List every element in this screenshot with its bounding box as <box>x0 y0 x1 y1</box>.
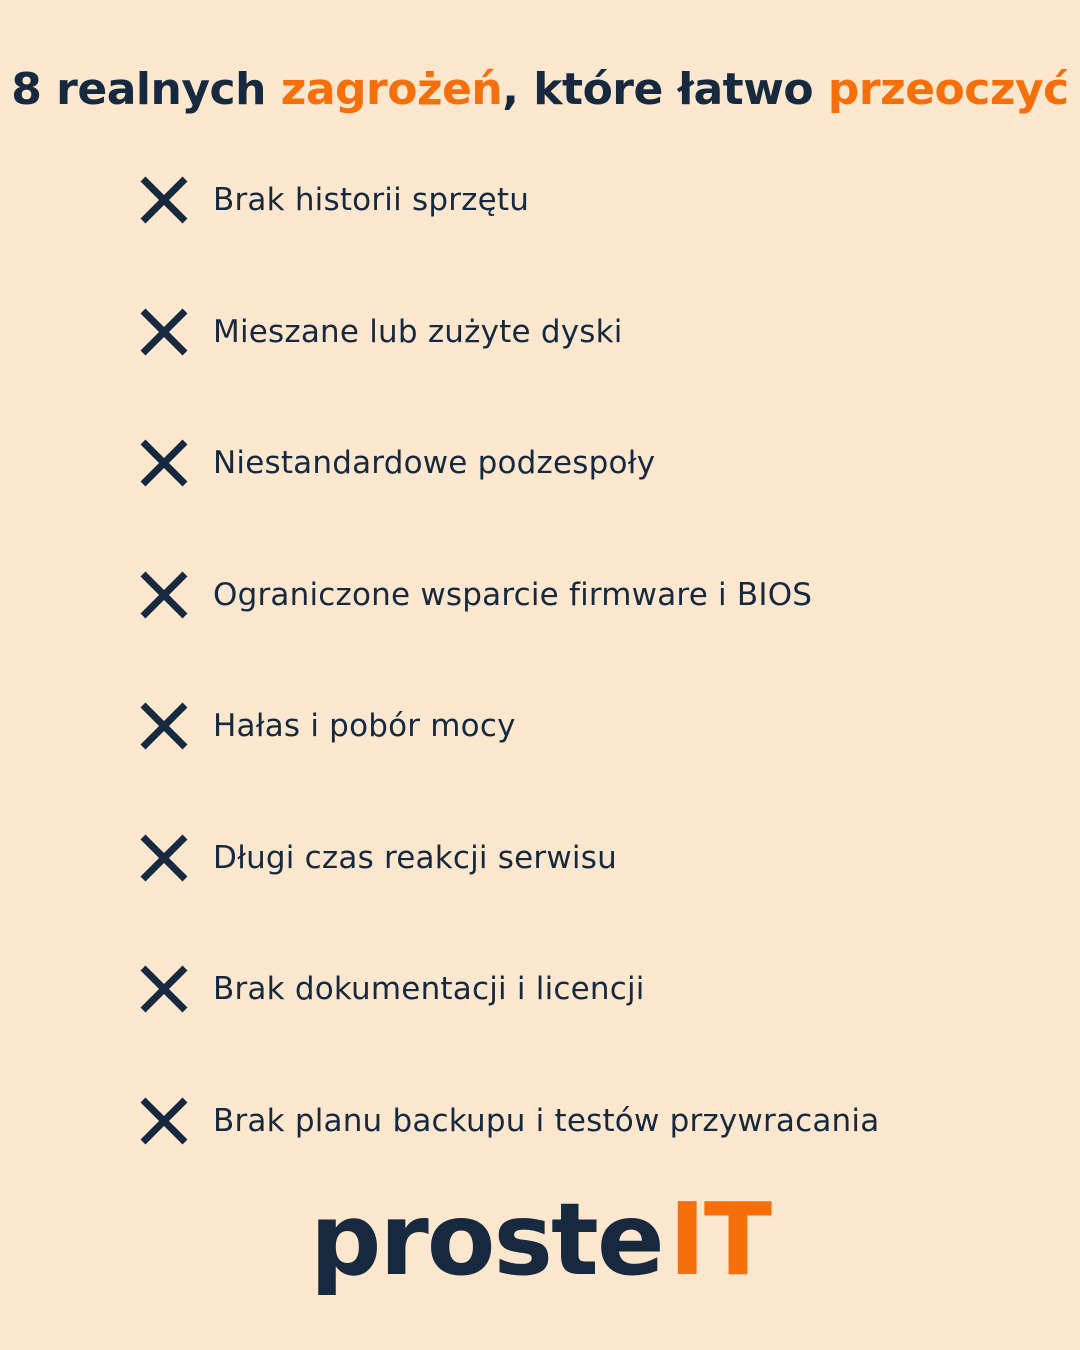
x-mark-icon <box>138 700 190 752</box>
list-item <box>138 963 998 1015</box>
list-item <box>138 832 998 884</box>
risk-label: Brak planu backupu i testów przywracania <box>213 1102 880 1139</box>
prosteit-logo <box>0 1180 1080 1300</box>
headline <box>0 59 1080 121</box>
x-mark-icon <box>138 437 190 489</box>
list-item <box>138 700 998 752</box>
x-mark-icon <box>138 1095 190 1147</box>
logo-wordmark-main: proste <box>309 1181 663 1298</box>
risk-label: Długi czas reakcji serwisu <box>213 839 617 876</box>
risk-label: Niestandardowe podzespoły <box>213 445 656 481</box>
list-item <box>138 1095 998 1147</box>
list-item <box>138 174 998 226</box>
headline-part-2: , które łatwo <box>502 64 828 116</box>
risk-label: Mieszane lub zużyte dyski <box>213 313 623 350</box>
list-item <box>138 437 998 489</box>
list-item <box>138 569 998 621</box>
risk-list <box>138 174 998 1226</box>
risk-label: Hałas i pobór mocy <box>213 708 516 744</box>
risk-label: Brak dokumentacji i licencji <box>213 971 645 1007</box>
logo-wordmark-accent: IT <box>668 1181 771 1298</box>
list-item <box>138 306 998 358</box>
x-mark-icon <box>138 832 190 884</box>
x-mark-icon <box>138 569 190 621</box>
risk-label: Brak historii sprzętu <box>213 182 530 218</box>
risk-label: Ograniczone wsparcie firmware i BIOS <box>213 576 813 613</box>
x-mark-icon <box>138 306 190 358</box>
headline-part-1: 8 realnych <box>11 64 281 116</box>
x-mark-icon <box>138 174 190 226</box>
headline-accent-threats: zagrożeń <box>280 64 503 116</box>
x-mark-icon <box>138 963 190 1015</box>
headline-accent-overlook: przeoczyć <box>827 64 1069 116</box>
